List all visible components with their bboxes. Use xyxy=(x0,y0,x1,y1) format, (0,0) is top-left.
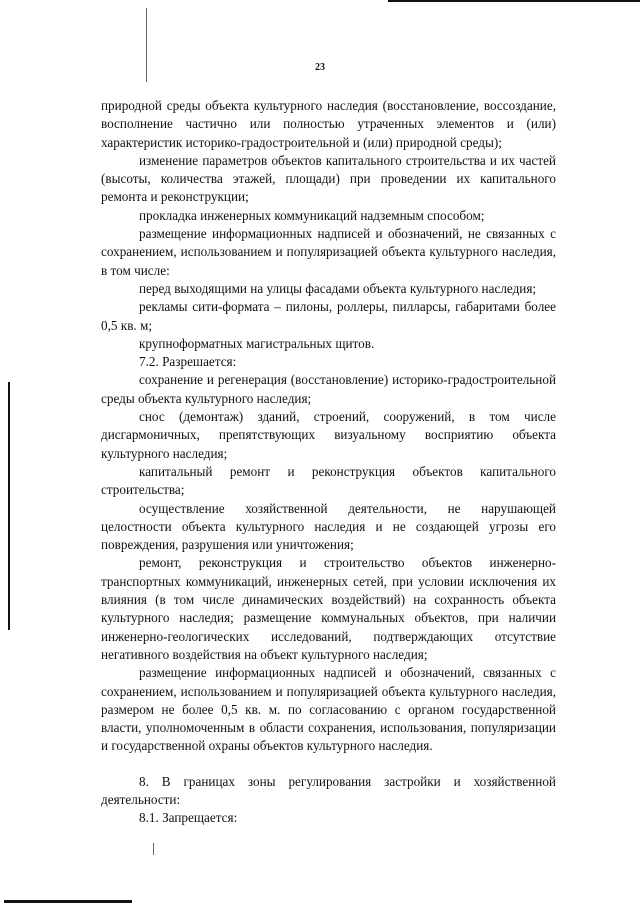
scan-line-top-right xyxy=(388,0,640,2)
paragraph: снос (демонтаж) зданий, строений, сооружений, в том числе дисгармоничных, препятствующих визуальному восприятию объекта культурного наследия; xyxy=(101,409,556,461)
paragraph: прокладка инженерных коммуникаций надземным способом; xyxy=(139,207,485,223)
paragraph: осуществление хозяйственной деятельности, не нарушающей целостности объекта культурного наследия и не создающей угрозы его повреждения, разрушения или уничтожения; xyxy=(101,500,556,553)
paragraph: размещение информационных надписей и обозначений, не связанных с сохранением, использованием и популяризацией объекта культурного наследия, в том числе: xyxy=(101,226,556,278)
paragraph: крупноформатных магистральных щитов. xyxy=(139,335,375,351)
scan-line-left-middle xyxy=(8,382,10,630)
paragraph: 7.2. Разрешается: xyxy=(139,354,237,370)
document-body xyxy=(101,97,556,828)
paragraph: 8.1. Запрещается: xyxy=(139,810,238,826)
paragraph-gap xyxy=(101,756,556,773)
paragraph: сохранение и регенерация (восстановление) историко-градостроительной среды объекта культурного наследия; xyxy=(101,372,556,406)
page-number: 23 xyxy=(315,62,325,73)
paragraph: ремонт, реконструкция и строительство объектов инженерно-транспортных коммуникаций, инженерных сетей, при условии исключения их влияния (в том числе динамических воздействий) на сохранность объекта культурного наследия; размещение коммунальных объектов, при наличии инженерно-геологических исследований, подтверждающих отсутствие негативного воздействия на объект культурного наследия; xyxy=(101,555,556,662)
paragraph: природной среды объекта культурного наследия (восстановление, воссоздание, восполнение частично или полностью утраченных элементов и (или) характеристик историко-градостроительной и (или) природной среды); xyxy=(101,98,556,150)
scan-line-bottom-center xyxy=(153,843,154,855)
paragraph: размещение информационных надписей и обозначений, связанных с сохранением, использованием и популяризацией объекта культурного наследия, размером не более 0,5 кв. м. по согласованию с органом государственной власти, уполномоченным в области сохранения, использования, популяризации и государственной охраны объектов культурного наследия. xyxy=(101,665,556,754)
paragraph: изменение параметров объектов капитального строительства и их частей (высоты, количества этажей, площади) при проведении их капитального ремонта и реконструкции; xyxy=(101,152,556,205)
scan-line-bottom-left xyxy=(4,900,132,903)
paragraph: 8. В границах зоны регулирования застройки и хозяйственной деятельности: xyxy=(101,773,556,807)
paragraph: перед выходящими на улицы фасадами объекта культурного наследия; xyxy=(139,280,537,296)
paragraph: капитальный ремонт и реконструкция объектов капитального строительства; xyxy=(101,463,556,498)
paragraph: рекламы сити-формата – пилоны, роллеры, пилларсы, габаритами более 0,5 кв. м; xyxy=(101,299,556,333)
